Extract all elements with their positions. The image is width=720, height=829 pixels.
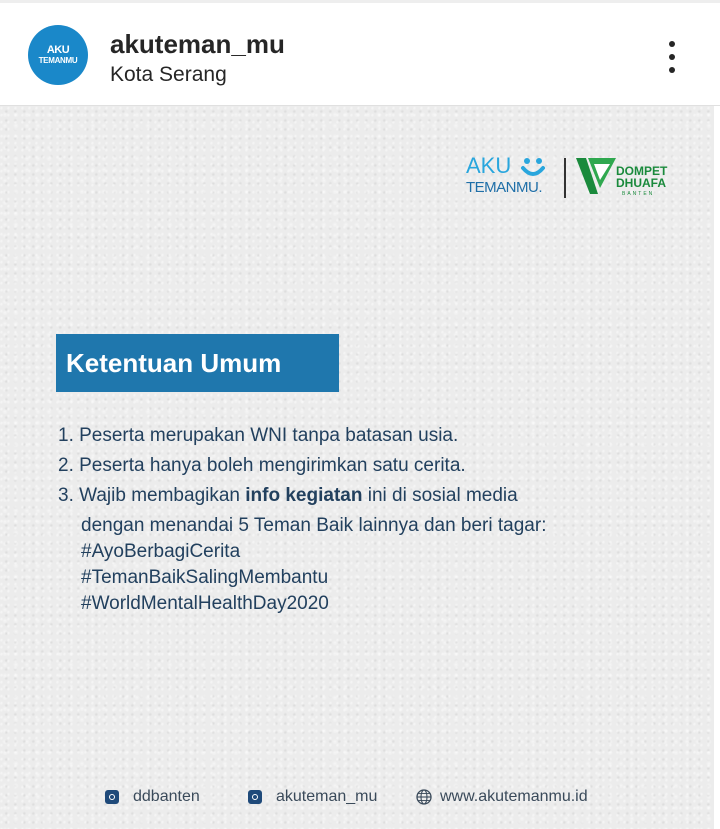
- rule-item-3: 3. Wajib membagikan info kegiatan ini di sosial media: [58, 485, 518, 506]
- avatar[interactable]: [28, 25, 88, 85]
- more-dots-icon: [669, 41, 675, 47]
- rule-item-3-continuation: dengan menandai 5 Teman Baik lainnya dan beri tagar:: [81, 515, 547, 536]
- akutemanmu-logo: [466, 154, 556, 200]
- rule-item-2: 2. Peserta hanya boleh mengirimkan satu cerita.: [58, 455, 466, 476]
- logo-temanmu-word: TEMANMU.: [466, 179, 542, 196]
- logo-aku-word: AKU: [466, 153, 512, 178]
- rule-item-1: 1. Peserta merupakan WNI tanpa batasan usia.: [58, 425, 459, 446]
- logo-divider: [564, 158, 566, 198]
- hashtag-2: #TemanBaikSalingMembantu: [81, 567, 329, 588]
- footer-instagram-ddbanten: ddbanten: [105, 786, 200, 808]
- instagram-icon: [248, 790, 262, 804]
- footer-website: www.akutemanmu.id: [416, 786, 588, 808]
- hashtag-1: #AyoBerbagiCerita: [81, 541, 241, 562]
- rules-list: [58, 421, 678, 617]
- location-link[interactable]: Kota Serang: [110, 63, 227, 86]
- more-options-button[interactable]: [652, 35, 692, 79]
- avatar-text-top: AKU: [46, 44, 70, 56]
- username[interactable]: akuteman_mu: [110, 29, 285, 59]
- dompet-dhuafa-icon: [576, 154, 616, 198]
- rule-bold-text: info kegiatan: [245, 485, 363, 506]
- dompet-dhuafa-logo: [576, 154, 676, 200]
- smile-icon: [520, 156, 546, 178]
- avatar-text-bottom: TEMANMU: [38, 56, 78, 65]
- post-right-edge: [714, 106, 720, 829]
- globe-icon: [416, 789, 432, 805]
- instagram-icon: [105, 790, 119, 804]
- logo-dd-sub: BANTEN: [622, 191, 655, 197]
- footer-instagram-akutemanmu: akuteman_mu: [248, 786, 377, 808]
- post-footer-contacts: [0, 786, 714, 810]
- post-content: [0, 106, 714, 829]
- section-title: Ketentuan Umum: [56, 334, 339, 392]
- hashtag-3: #WorldMentalHealthDay2020: [81, 593, 329, 614]
- post-image[interactable]: [0, 106, 720, 829]
- post-header: [0, 0, 720, 106]
- logo-dd-text: DOMPET DHUAFA: [616, 164, 668, 190]
